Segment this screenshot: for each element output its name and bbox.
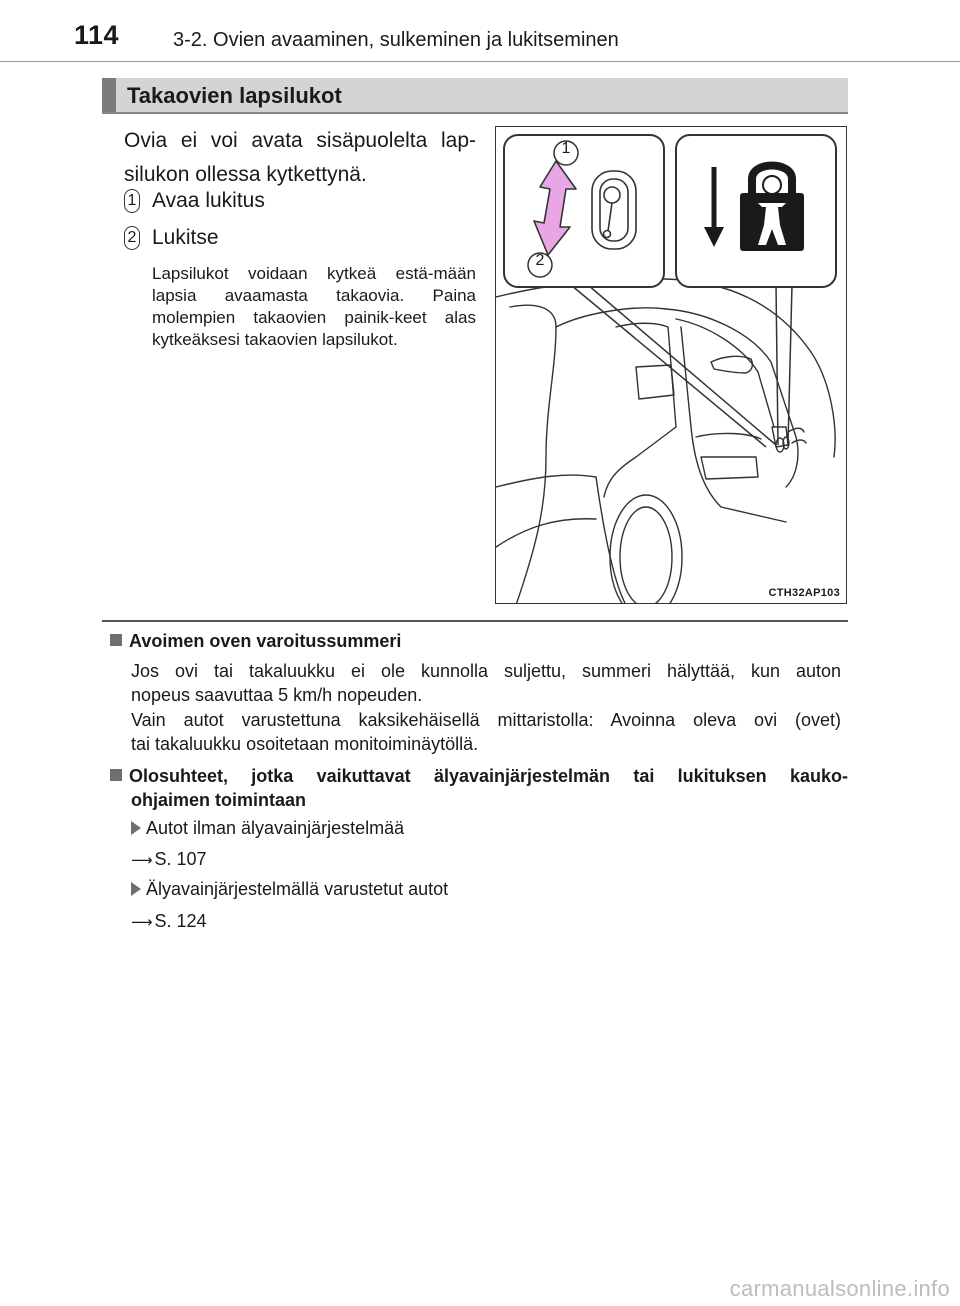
car-rear-door-illustration bbox=[496, 127, 847, 604]
step-2-marker: 2 bbox=[124, 226, 140, 250]
square-bullet-icon bbox=[110, 769, 122, 781]
section-divider bbox=[102, 620, 848, 622]
figure-callout-1: 1 bbox=[561, 140, 571, 157]
info-paragraph-2: Vain autot varustettuna kaksikehäisellä mittaristolla: Avoinna oleva ovi (ovet) tai takaluukku osoitetaan monitoiminäytöllä. bbox=[131, 710, 841, 754]
section-title-bar bbox=[102, 78, 848, 114]
arrow-right-icon: ⟶ bbox=[131, 852, 153, 869]
page-header bbox=[0, 0, 960, 62]
child-lock-note: Lapsilukot voidaan kytkeä estä-mään lapsia avaamasta takaovia. Paina molempien takaovien painik-keet alas kytkeäksesi takaovien lapsilukot. bbox=[152, 264, 476, 349]
watermark: carmanualsonline.info bbox=[729, 1276, 950, 1301]
section-accent bbox=[102, 78, 116, 112]
info-heading-door-buzzer: Avoimen oven varoitussummeri bbox=[110, 629, 401, 653]
header-rule bbox=[0, 61, 960, 62]
figure-callout-2: 2 bbox=[535, 252, 545, 269]
triangle-bullet-icon bbox=[131, 882, 141, 896]
intro-text: Ovia ei voi avata sisäpuolelta lap-silukon ollessa kytkettynä. bbox=[124, 129, 476, 186]
page-reference-link[interactable]: ⟶ S. 107 bbox=[131, 847, 207, 873]
figure-code: CTH32AP103 bbox=[768, 587, 840, 599]
step-2-label: Lukitse bbox=[152, 226, 219, 249]
info-heading-smart-key: Olosuhteet, jotka vaikuttavat älyavainjärjestelmän tai lukituksen kauko- ohjaimen toimintaan bbox=[110, 764, 848, 812]
page-reference-link[interactable]: ⟶ S. 124 bbox=[131, 909, 207, 935]
step-1-label: Avaa lukitus bbox=[152, 189, 265, 212]
section-title: Takaovien lapsilukot bbox=[127, 83, 342, 108]
info-paragraph-1: Jos ovi tai takaluukku ei ole kunnolla suljettu, summeri hälyttää, kun auton nopeus saavuttaa 5 km/h nopeuden. bbox=[131, 661, 841, 705]
square-bullet-icon bbox=[110, 634, 122, 646]
step-1-marker: 1 bbox=[124, 189, 140, 213]
list-item-with-smart-key: Älyavainjärjestelmällä varustetut autot bbox=[131, 877, 448, 901]
list-item-no-smart-key: Autot ilman älyavainjärjestelmää bbox=[131, 816, 404, 840]
arrow-right-icon: ⟶ bbox=[131, 914, 153, 931]
child-lock-figure bbox=[495, 126, 847, 604]
section-path: 3-2. Ovien avaaminen, sulkeminen ja lukitseminen bbox=[173, 29, 619, 51]
triangle-bullet-icon bbox=[131, 821, 141, 835]
page-number: 114 bbox=[74, 20, 120, 50]
